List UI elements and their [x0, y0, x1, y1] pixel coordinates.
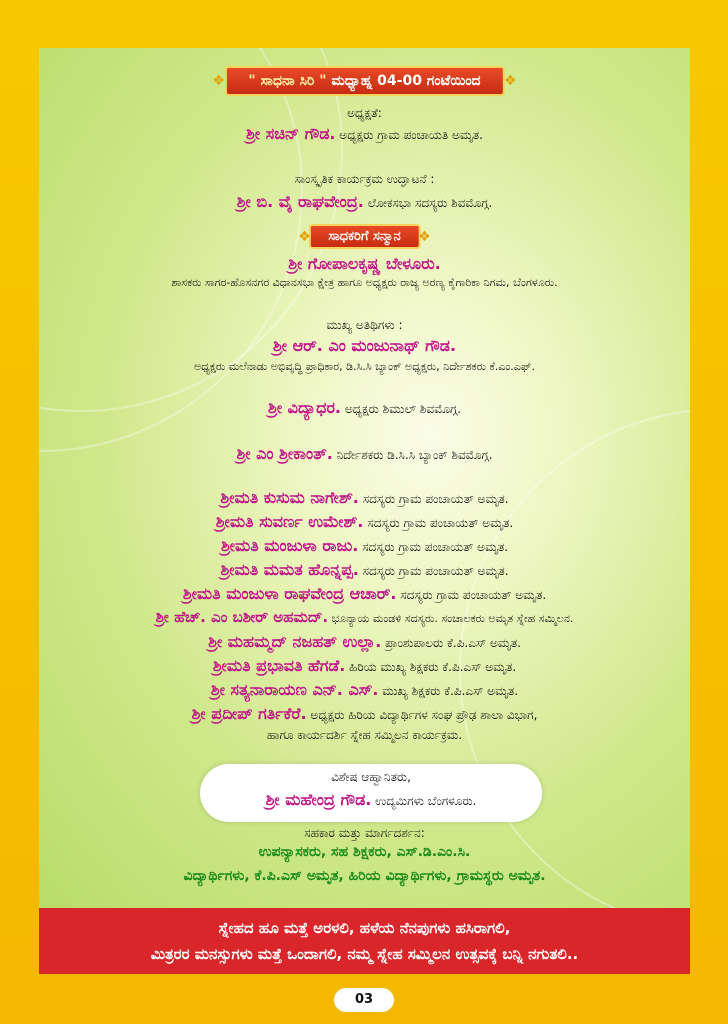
header-banner	[212, 66, 517, 96]
guest-desc: ನಿರ್ದೇಶಕರು ಡಿ.ಸಿ.ಸಿ ಬ್ಯಾಂಕ್ ಶಿವಮೊಗ್ಗ.	[332, 448, 493, 462]
inauguration-desc: ಲೋಕಸಭಾ ಸದಸ್ಯರು ಶಿವಮೊಗ್ಗ.	[363, 196, 493, 210]
guest-name: ಶ್ರೀ ಮಹಮ್ಮದ್ ನಜಹತ್ ಉಲ್ಲಾ.	[208, 632, 382, 651]
special-invitee-box	[200, 764, 542, 822]
inauguration-line	[39, 192, 690, 212]
guest-name: ಶ್ರೀಮತಿ ಪ್ರಭಾವತಿ ಹೆಗಡೆ.	[212, 656, 346, 675]
guest-desc: ಸದಸ್ಯರು ಗ್ರಾಮ ಪಂಚಾಯತ್ ಅಮೃತ.	[363, 516, 514, 530]
guest-name: ಶ್ರೀ ಸತ್ಯನಾರಾಯಣ ಎನ್. ಎಸ್.	[210, 680, 379, 699]
special-label: ವಿಶೇಷ ಆಹ್ವಾನಿತರು,	[331, 770, 411, 784]
guest-row	[39, 656, 690, 676]
page-number: 03	[334, 988, 394, 1012]
ornament-left-icon: ❖	[212, 73, 225, 89]
footer-line1: ಸ್ನೇಹದ ಹೂ ಮತ್ತೆ ಅರಳಲಿ, ಹಳೆಯ ನೆನಪುಗಳು ಹಸಿರಾಗಲಿ,	[218, 919, 511, 937]
guest-name: ಶ್ರೀ ಹೆಚ್. ಎಂ ಬಶೀರ್ ಅಹಮದ್.	[155, 608, 329, 626]
ornament-right-icon: ❖	[504, 73, 517, 89]
inauguration-label: ಸಾಂಸ್ಕೃತಿಕ ಕಾರ್ಯಕ್ರಮ ಉದ್ಘಾಟನೆ :	[294, 172, 435, 186]
chief-guests-label: ಮುಖ್ಯ ಅತಿಥಿಗಳು :	[326, 318, 403, 332]
guest-row	[39, 536, 690, 556]
guest-name: ಶ್ರೀಮತಿ ಕುಸುಮ ನಾಗೇಶ್.	[220, 488, 359, 507]
guest-desc: ಅಧ್ಯಕ್ಷರು ಶಿಮುಲ್ ಶಿವಮೊಗ್ಗ.	[341, 402, 462, 416]
footer-line2: ಮಿತ್ರರರ ಮನಸ್ಸುಗಳು ಮತ್ತೆ ಒಂದಾಗಲಿ, ನಮ್ಮ ಸ್ನೇಹ ಸಮ್ಮಿಲನ ಉತ್ಸವಕ್ಕೆ ಬನ್ನಿ ನಗುತಲಿ..	[150, 945, 579, 963]
ornament-right-icon: ❖	[418, 228, 431, 245]
guest-row	[39, 584, 690, 604]
guest-name: ಶ್ರೀ ಪ್ರದೀಪ್ ಗರ್ತಿಕೆರೆ.	[191, 704, 307, 723]
guest-name: ಶ್ರೀಮತಿ ಮಮತ ಹೊನ್ನಪ್ಪ.	[220, 560, 359, 579]
guest-desc: ಸದಸ್ಯರು ಗ್ರಾಮ ಪಂಚಾಯತ್ ಅಮೃತ.	[396, 588, 547, 602]
guest-desc: ಸದಸ್ಯರು ಗ್ರಾಮ ಪಂಚಾಯತ್ ಅಮೃತ.	[358, 540, 509, 554]
guest-desc: ಅಧ್ಯಕ್ಷರು ಹಿರಿಯ ವಿದ್ಯಾರ್ಥಿಗಳ ಸಂಘ ಪ್ರೌಢ ಶಾಲಾ ವಿಭಾಗ,	[306, 708, 538, 722]
guest-row	[39, 632, 690, 652]
cooperation-line1-text: ಉಪನ್ಯಾಸಕರು, ಸಹ ಶಿಕ್ಷಕರು, ಎಸ್.ಡಿ.ಎಂ.ಸಿ.	[258, 844, 471, 860]
cooperation-line2-text: ವಿದ್ಯಾರ್ಥಿಗಳು, ಕೆ.ಪಿ.ಎಸ್ ಅಮೃತ, ಹಿರಿಯ ವಿದ್ಯಾರ್ಥಿಗಳು, ಗ್ರಾಮಸ್ಥರು ಅಮೃತ.	[183, 868, 546, 884]
special-name: ಶ್ರೀ ಮಹೇಂದ್ರ ಗೌಡ.	[265, 790, 372, 809]
guest-name: ಶ್ರೀಮತಿ ಮಂಜುಳಾ ರಾಜು.	[220, 536, 359, 555]
special-desc: ಉದ್ಯಮಿಗಳು ಬೆಂಗಳೂರು.	[371, 794, 477, 808]
guest-desc: ಭೂನ್ಯಾಯ ಮಂಡಳಿ ಸದಸ್ಯರು. ಸಂಚಾಲಕರು ಅಮೃತ ಸ್ನೇಹ ಸಮ್ಮಿಲನ.	[328, 612, 574, 625]
guest-desc: ಪ್ರಾಂಶುಪಾಲರು ಕೆ.ಪಿ.ಎಸ್ ಅಮೃತ.	[381, 636, 521, 650]
honouree-desc: ಶಾಸಕರು ಸಾಗರ-ಹೊಸನಗರ ವಿಧಾನಸಭಾ ಕ್ಷೇತ್ರ ಹಾಗೂ ಅಧ್ಯಕ್ಷರು ರಾಜ್ಯ ಅರಣ್ಯ ಕೈಗಾರಿಕಾ ನಿಗಮ, ಬೆಂಗಳೂರು.	[171, 276, 558, 289]
footer-band	[39, 908, 690, 974]
honour-banner-text: ಸಾಧಕರಿಗೆ ಸನ್ಮಾನ	[328, 229, 401, 244]
ornament-left-icon: ❖	[298, 228, 311, 245]
president-name: ಶ್ರೀ ಸಚಿನ್ ಗೌಡ.	[246, 124, 336, 143]
inauguration-name: ಶ್ರೀ ಬಿ. ವೈ ರಾಘವೇಂದ್ರ.	[236, 192, 364, 211]
guest-last-line: ಹಾಗೂ ಕಾರ್ಯದರ್ಶಿ ಸ್ನೇಹ ಸಮ್ಮಿಲನ ಕಾರ್ಯಕ್ರಮ.	[266, 728, 463, 742]
banner-time: ಮಧ್ಯಾಹ್ನ 04-00 ಗಂಟೆಯಿಂದ	[326, 73, 481, 89]
honouree-name: ಶ್ರೀ ಗೋಪಾಲಕೃಷ್ಣ ಬೇಳೂರು.	[288, 254, 441, 273]
guest-name: ಶ್ರೀ ಎಂ ಶ್ರೀಕಾಂತ್.	[236, 444, 333, 463]
guest-row	[39, 608, 690, 626]
president-line	[39, 124, 690, 144]
guest-row	[39, 398, 690, 418]
guest-desc: ಹಿರಿಯ ಮುಖ್ಯ ಶಿಕ್ಷಕರು ಕೆ.ಪಿ.ಎಸ್ ಅಮೃತ.	[345, 660, 517, 674]
guest-name: ಶ್ರೀಮತಿ ಮಂಜುಳಾ ರಾಘವೇಂದ್ರ ಆಚಾರ್.	[182, 584, 397, 603]
chief-guest-name-row	[39, 336, 690, 356]
chief-guest-desc: ಅಧ್ಯಕ್ಷರು ಮಲೆನಾಡು ಅಭಿವೃದ್ಧಿ ಪ್ರಾಧಿಕಾರ, ಡಿ.ಸಿ.ಸಿ ಬ್ಯಾಂಕ್ ಅಧ್ಯಕ್ಷರು, ನಿರ್ದೇಶಕರು ಕೆ.ಎಂ.ಎಫ್.	[194, 360, 535, 373]
guest-desc: ಸದಸ್ಯರು ಗ್ರಾಮ ಪಂಚಾಯತ್ ಅಮೃತ.	[358, 492, 509, 506]
honouree-name-row	[39, 254, 690, 274]
banner-quote: " ಸಾಧನಾ ಸಿರಿ "	[248, 73, 327, 89]
guest-row	[39, 512, 690, 532]
chief-guest-name: ಶ್ರೀ ಆರ್. ಎಂ ಮಂಜುನಾಥ್ ಗೌಡ.	[272, 336, 457, 355]
guest-desc: ಸದಸ್ಯರು ಗ್ರಾಮ ಪಂಚಾಯತ್ ಅಮೃತ.	[358, 564, 509, 578]
cooperation-line1	[39, 844, 690, 860]
guest-row	[39, 444, 690, 464]
guest-name: ಶ್ರೀ ವಿದ್ಯಾಧರ.	[267, 398, 342, 417]
guest-row	[39, 488, 690, 508]
guest-row	[39, 560, 690, 580]
honour-banner	[298, 224, 431, 249]
guest-row	[39, 680, 690, 700]
president-desc: ಅಧ್ಯಕ್ಷರು ಗ್ರಾಮ ಪಂಚಾಯತಿ ಅಮೃತ.	[335, 128, 483, 142]
cooperation-label: ಸಹಕಾರ ಮತ್ತು ಮಾರ್ಗದರ್ಶನ:	[304, 826, 425, 840]
special-line	[200, 790, 542, 810]
guest-row	[39, 704, 690, 724]
cooperation-line2	[39, 868, 690, 884]
president-label: ಅಧ್ಯಕ್ಷತೆ:	[347, 106, 382, 120]
guest-name: ಶ್ರೀಮತಿ ಸುವರ್ಣ ಉಮೇಶ್.	[215, 512, 364, 531]
guest-desc: ಮುಖ್ಯ ಶಿಕ್ಷಕರು ಕೆ.ಪಿ.ಎಸ್ ಅಮೃತ.	[378, 684, 519, 698]
